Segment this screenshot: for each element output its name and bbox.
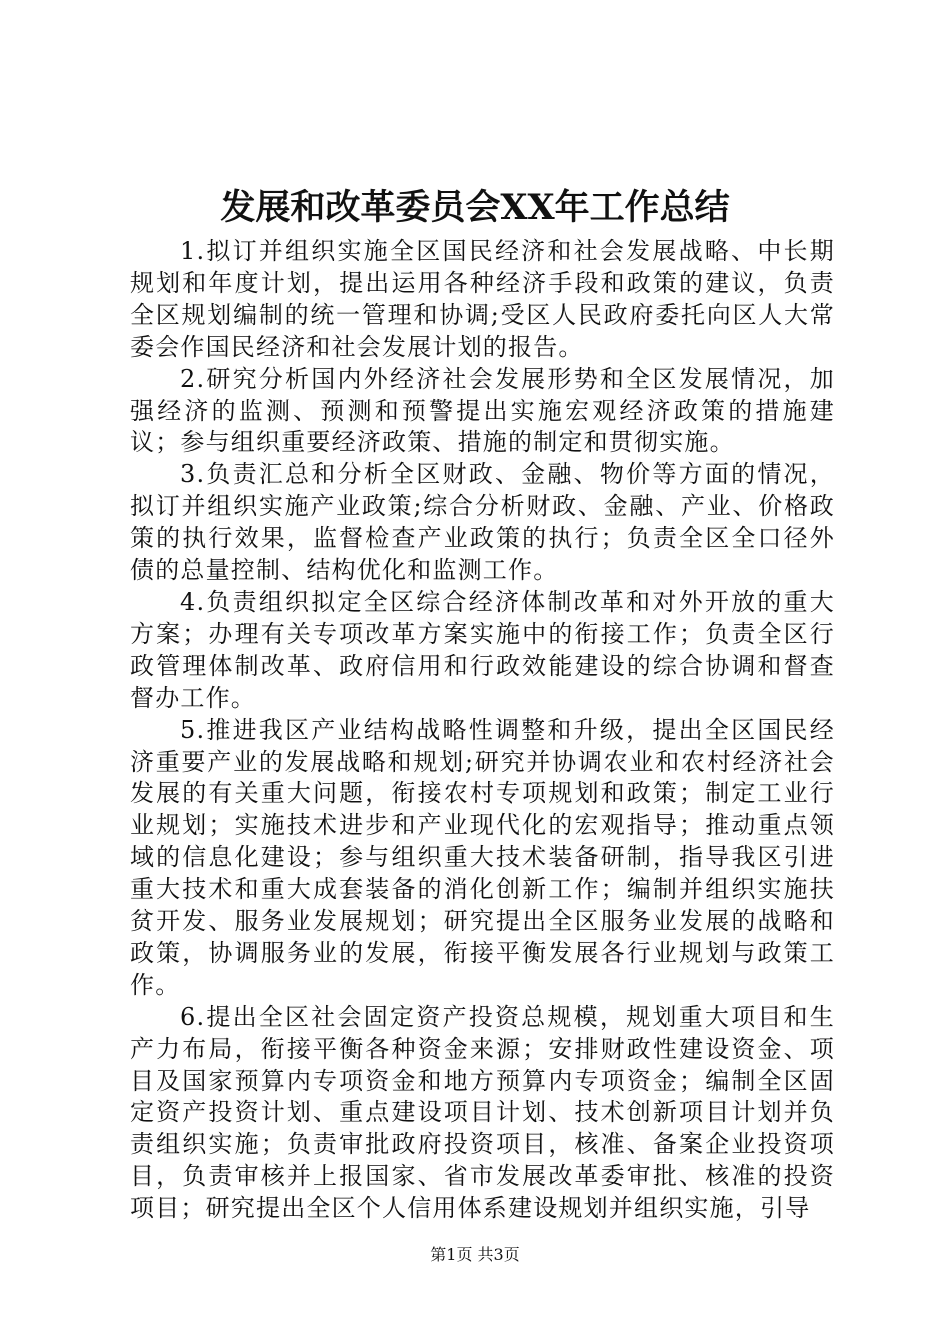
paragraph-6: 6.提出全区社会固定资产投资总规模，规划重大项目和生产力布局，衔接平衡各种资金来源；安排财政性建设资金、项目及国家预算内专项资金和地方预算内专项资金；编制全区固定资产投资计划、重点建设项目计划、技术创新项目计划并负责组织实施；负责审批政府投资项目，核准、备案企业投资项目，负责审核并上报国家、省市发展改革委审批、核准的投资项目；研究提出全区个人信用体系建设规划并组织实施，引导 xyxy=(130,1002,835,1223)
paragraph-3: 3.负责汇总和分析全区财政、金融、物价等方面的情况，拟订并组织实施产业政策;综合分析财政、金融、产业、价格政策的执行效果，监督检查产业政策的执行；负责全区全口径外债的总量控制、结构优化和监测工作。 xyxy=(130,460,835,585)
document-title: 发展和改革委员会XX年工作总结 xyxy=(220,187,730,228)
paragraph-4: 4.负责组织拟定全区综合经济体制改革和对外开放的重大方案；办理有关专项改革方案实施中的衔接工作；负责全区行政管理体制改革、政府信用和行政效能建设的综合协调和督查督办工作。 xyxy=(130,587,835,712)
paragraph-2: 2.研究分析国内外经济社会发展形势和全区发展情况，加强经济的监测、预测和预警提出实施宏观经济政策的措施建议；参与组织重要经济政策、措施的制定和贯彻实施。 xyxy=(130,364,835,457)
paragraph-5: 5.推进我区产业结构战略性调整和升级，提出全区国民经济重要产业的发展战略和规划;研究并协调农业和农村经济社会发展的有关重大问题，衔接农村专项规划和政策；制定工业行业规划；实施技术进步和产业现代化的宏观指导；推动重点领域的信息化建设；参与组织重大技术装备研制，指导我区引进重大技术和重大成套装备的消化创新工作；编制并组织实施扶贫开发、服务业发展规划；研究提出全区服务业发展的战略和政策，协调服务业的发展，衔接平衡发展各行业规划与政策工作。 xyxy=(130,715,835,999)
document-body xyxy=(130,236,835,1225)
paragraph-1: 1.拟订并组织实施全区国民经济和社会发展战略、中长期规划和年度计划，提出运用各种经济手段和政策的建议，负责全区规划编制的统一管理和协调;受区人民政府委托向区人大常委会作国民经济和社会发展计划的报告。 xyxy=(130,237,835,361)
page-number-footer: 第1页 共3页 xyxy=(430,1245,520,1264)
